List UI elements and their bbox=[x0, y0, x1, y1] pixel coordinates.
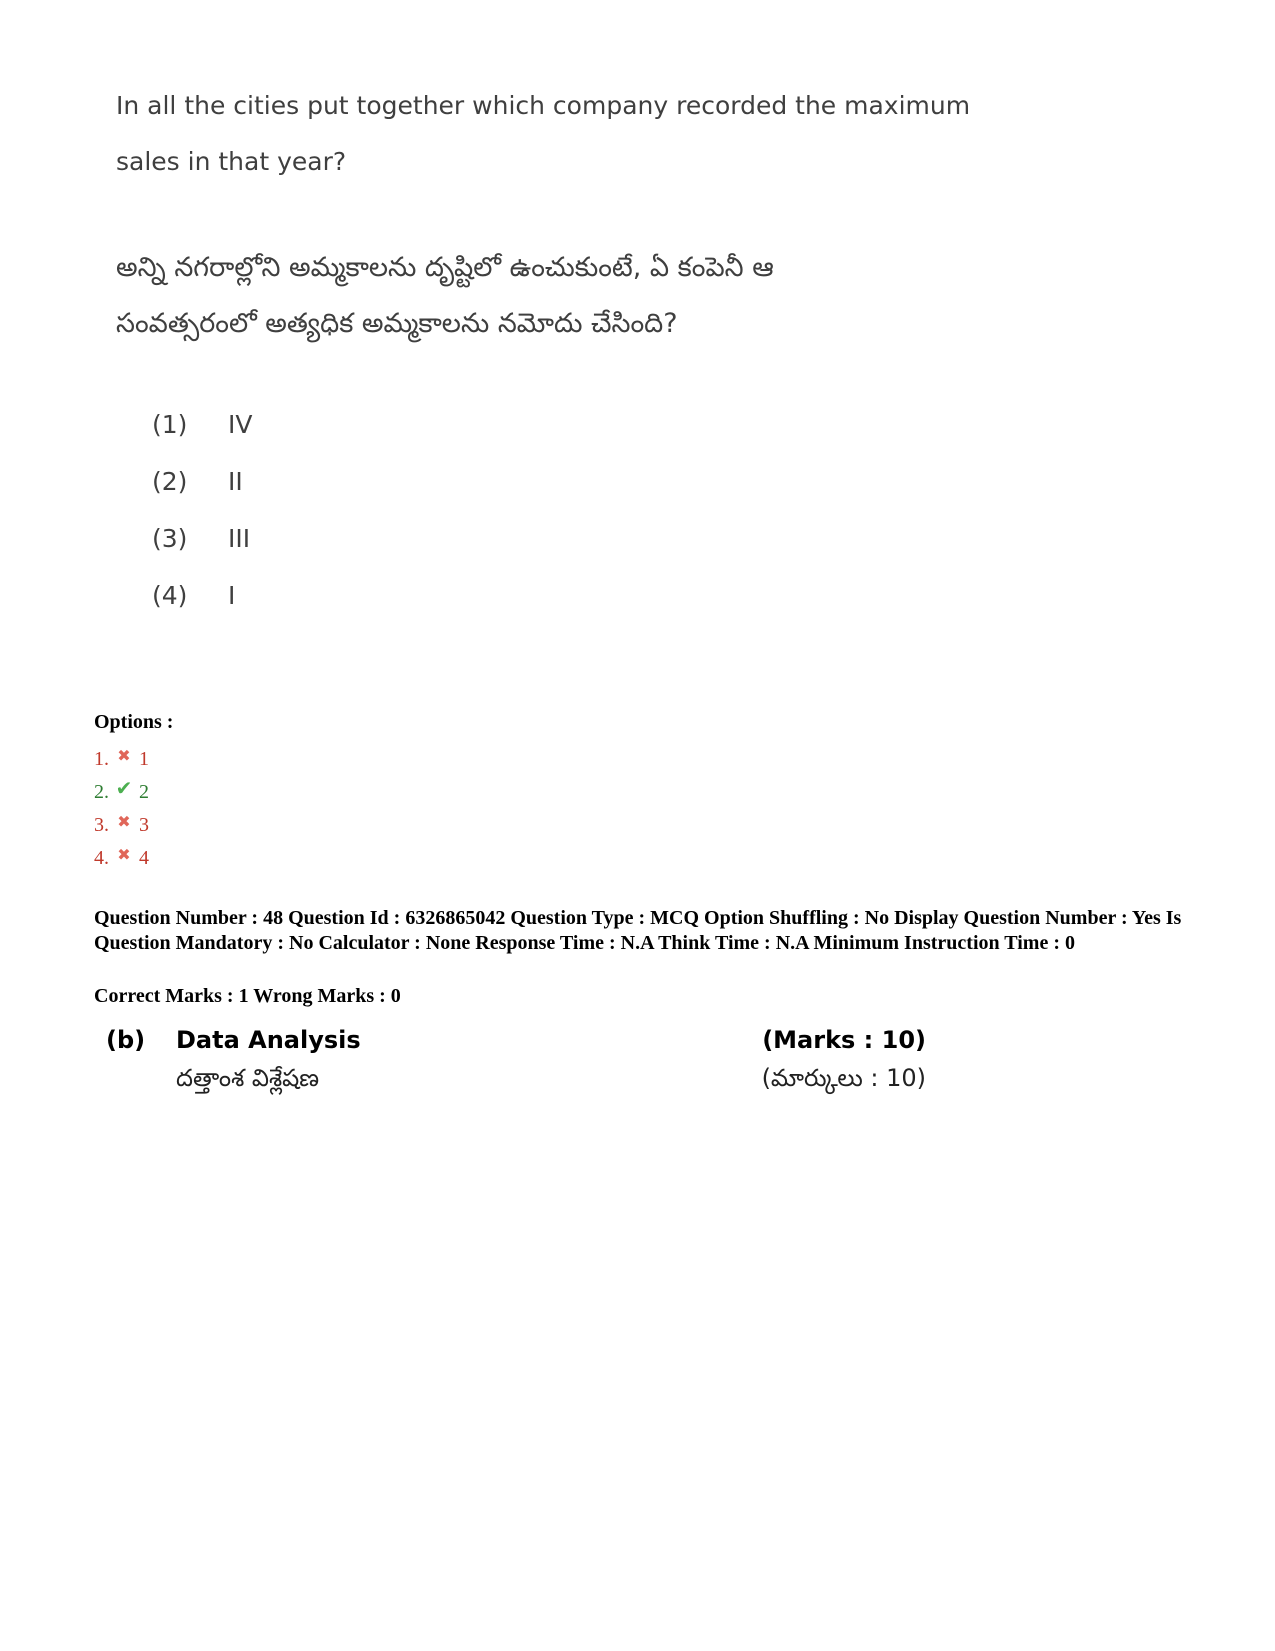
question-telugu bbox=[116, 240, 1016, 352]
section-header bbox=[106, 1024, 926, 1104]
answer-choices bbox=[152, 410, 252, 638]
choice-3 bbox=[152, 524, 252, 581]
options-list bbox=[94, 711, 173, 875]
question-metadata: Question Number : 48 Question Id : 6326865042 Question Type : MCQ Option Shuffling : No Display Question Number : Yes Is Question Mandatory : No Calculator : None Response Time : N.A Think Time : N.A Minimum Instruction Time : 0 bbox=[94, 907, 1182, 954]
section-marks-telugu: (మార్కులు : 10) bbox=[761, 1064, 926, 1092]
option-index: 3. bbox=[94, 814, 109, 836]
choice-number: (4) bbox=[152, 581, 188, 610]
choice-text: III bbox=[228, 524, 251, 553]
question-english-line-2: sales in that year? bbox=[116, 147, 347, 176]
options-title: Options : bbox=[94, 711, 174, 733]
choice-2 bbox=[152, 467, 252, 524]
section-title-english: Data Analysis bbox=[176, 1026, 361, 1054]
option-4 bbox=[94, 842, 173, 875]
check-icon: ✔ bbox=[115, 778, 133, 800]
choice-text: IV bbox=[228, 410, 253, 439]
choice-number: (1) bbox=[152, 410, 188, 439]
section-marks-english: (Marks : 10) bbox=[762, 1026, 926, 1054]
option-3 bbox=[94, 809, 173, 842]
option-value: 2 bbox=[139, 781, 149, 803]
option-index: 4. bbox=[94, 847, 109, 869]
section-letter: (b) bbox=[106, 1026, 146, 1054]
choice-number: (3) bbox=[152, 524, 188, 553]
question-telugu-line-2: సంవత్సరంలో అత్యధిక అమ్మకాలను నమోదు చేసింది? bbox=[116, 308, 678, 339]
cross-icon: ✖ bbox=[117, 846, 131, 864]
cross-icon: ✖ bbox=[117, 747, 131, 765]
marks-info: Correct Marks : 1 Wrong Marks : 0 bbox=[94, 985, 401, 1007]
choice-number: (2) bbox=[152, 467, 188, 496]
choice-4 bbox=[152, 581, 252, 638]
option-2 bbox=[94, 776, 173, 809]
option-index: 2. bbox=[94, 781, 109, 803]
option-value: 3 bbox=[139, 814, 149, 836]
option-value: 1 bbox=[139, 748, 149, 770]
option-value: 4 bbox=[139, 847, 149, 869]
question-english-line-1: In all the cities put together which company recorded the maximum bbox=[116, 91, 971, 120]
option-1 bbox=[94, 743, 173, 776]
option-index: 1. bbox=[94, 748, 109, 770]
choice-text: II bbox=[228, 467, 243, 496]
section-title-telugu: దత్తాంశ విశ్లేషణ bbox=[176, 1064, 320, 1092]
cross-icon: ✖ bbox=[117, 813, 131, 831]
choice-1 bbox=[152, 410, 252, 467]
question-telugu-line-1: అన్ని నగరాల్లోని అమ్మకాలను దృష్టిలో ఉంచుకుంటే, ఏ కంపెనీ ఆ bbox=[116, 252, 774, 283]
choice-text: I bbox=[228, 581, 236, 610]
question-english bbox=[116, 78, 1016, 190]
